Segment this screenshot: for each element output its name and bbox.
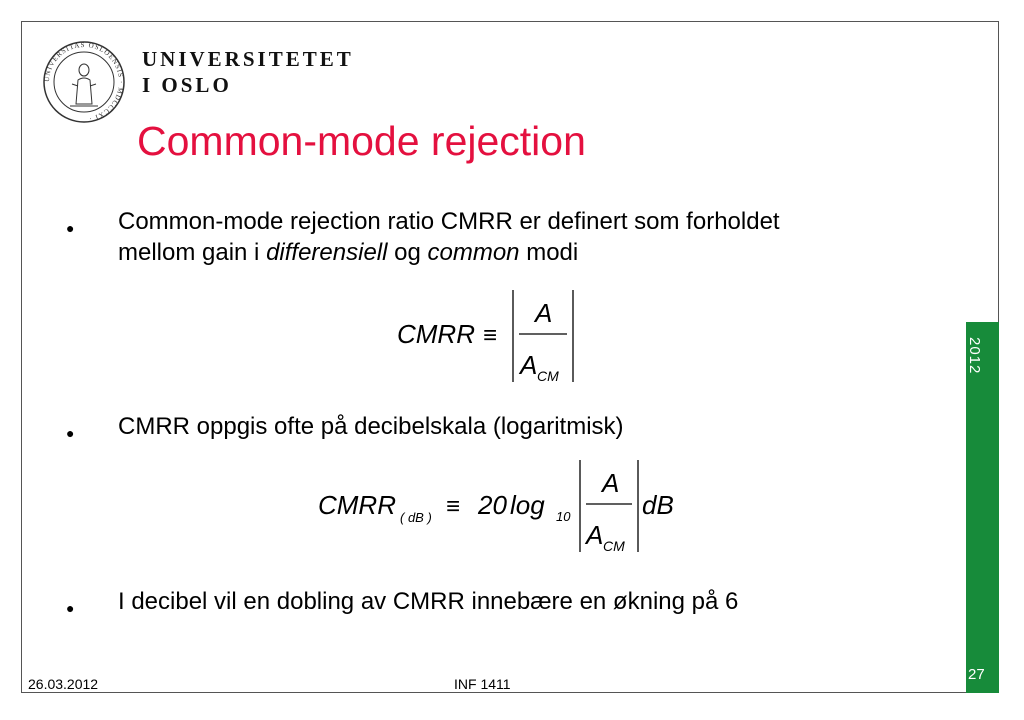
formula2-denominator-sub: CM — [603, 538, 625, 554]
bullet-1-part3: modi — [519, 239, 579, 266]
formula2-operator: ≡ — [446, 493, 461, 520]
formula2-denominator: A — [586, 520, 604, 550]
bullet-dot: ● — [66, 600, 75, 616]
formula1-lhs: CMRR — [397, 319, 475, 349]
formula2-coefficient: 20 — [478, 490, 507, 520]
formula1-denominator: A — [520, 350, 538, 380]
formula-cmrr-decibel — [318, 456, 688, 556]
formula1-operator: ≡ — [483, 322, 498, 349]
formula2-func: log — [510, 490, 545, 520]
bullet-1-part1: Common-mode rejection ratio CMRR er definert som forholdet mellom gain i — [118, 208, 780, 266]
slide-title: Common-mode rejection — [137, 118, 586, 164]
bullet-1-emphasis-common: common — [427, 239, 520, 266]
university-seal-logo — [42, 40, 126, 124]
university-name-line1: UNIVERSITETET — [142, 47, 354, 71]
bullet-dot: ● — [66, 220, 75, 236]
bullet-dot: ● — [66, 425, 75, 441]
formula2-numerator: A — [602, 468, 620, 498]
formula2-lhs-sub: ( dB ) — [400, 510, 432, 525]
bullet-text-2: CMRR oppgis ofte på decibelskala (logaritmisk) — [118, 413, 624, 440]
university-name-line2: I OSLO — [142, 73, 232, 97]
bullet-1-emphasis-differensiell: differensiell — [266, 239, 388, 266]
formula2-lhs: CMRR — [318, 490, 396, 520]
formula1-denominator-sub: CM — [537, 368, 559, 384]
footer-date: 26.03.2012 — [28, 676, 99, 692]
formula-cmrr-definition — [395, 286, 595, 386]
svg-text:UNIVERSITAS OSLOENSIS · MDCCCX: UNIVERSITAS OSLOENSIS · MDCCCXI · — [42, 40, 126, 123]
formula2-unit: dB — [642, 490, 674, 520]
bullet-text-1 — [118, 206, 858, 268]
bullet-1-part2: og — [387, 239, 428, 266]
sidebar-accent-bar — [966, 322, 999, 693]
university-name — [142, 46, 354, 98]
formula2-func-sub: 10 — [556, 509, 571, 524]
formula1-numerator: A — [535, 298, 553, 328]
page-number: 27 — [968, 666, 985, 683]
footer-course: INF 1411 — [454, 676, 511, 692]
sidebar-year: 2012 — [966, 337, 983, 375]
bullet-text-3: I decibel vil en dobling av CMRR innebære en økning på 6 — [118, 588, 739, 615]
